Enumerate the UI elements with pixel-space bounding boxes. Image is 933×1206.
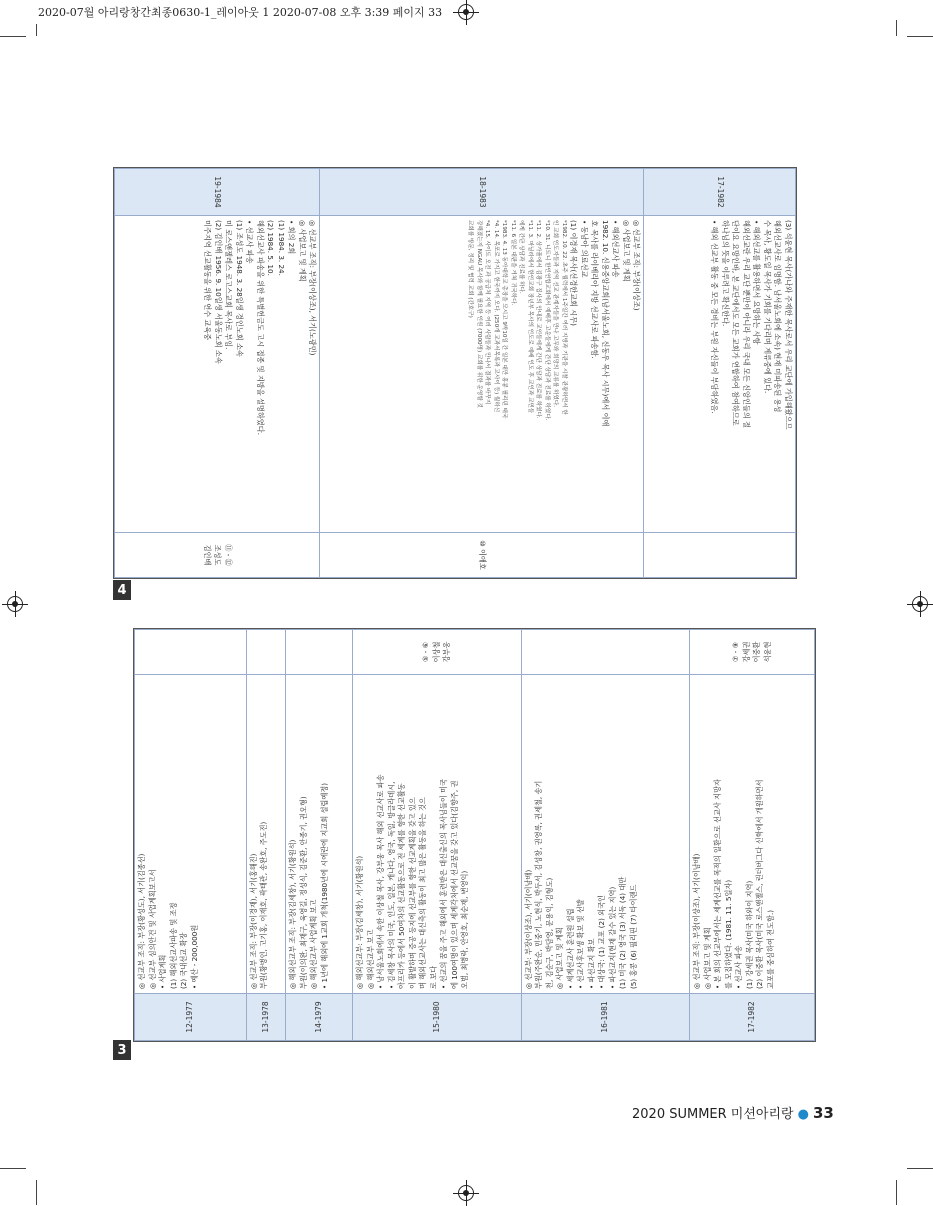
record-line: 부원(주완순, 민중기, 노현식, 박두서, 김성창, 권영록, 권세철, 송기 bbox=[534, 780, 544, 989]
record-note-line: 인 교회 인도자들과 지역 선교 관계자들을 만나 고무와 희망의 교류를 하였다. bbox=[552, 220, 559, 408]
page-number: 33 bbox=[812, 1104, 834, 1122]
table-row bbox=[521, 630, 690, 1041]
record-note-line: *4. 15. 사이트 오전 과 공급처 지역 등 여러 사람들과 만나서 결과를 바꾸지 bbox=[484, 220, 491, 405]
session-content-cell bbox=[644, 216, 796, 533]
record-line: ◎ 해외선교부 보고 bbox=[365, 929, 375, 989]
record-line: 하나님의 뜻을 이루려고 확신한다. bbox=[721, 220, 730, 327]
missionary-names-cell bbox=[521, 630, 690, 675]
record-line: (3) 석윤현 목사(가나와 주재한 목사로서 우리 교단에 가입해왔으므 bbox=[784, 220, 793, 430]
table-row bbox=[690, 630, 815, 1041]
record-line: 아프리카 등에서 50여차의 선교활동으로 전 세계를 향한 선교활동 bbox=[397, 783, 407, 989]
record-line: (1) 미국 (2) 영국 (3) 서독 (4) 대만 bbox=[618, 876, 628, 989]
missionary-names-cell bbox=[644, 533, 796, 578]
session-content-cell bbox=[320, 216, 644, 533]
missionary-names-cell: ⑤ - ⑥ 이상철 강부웅 bbox=[353, 630, 522, 675]
record-line: • 회의 2회 bbox=[287, 220, 297, 255]
table-row bbox=[353, 630, 522, 1041]
record-line: (1) 해외선교사파송 및 조정 bbox=[168, 902, 178, 989]
record-line: • 선교사후보생 확보 및 선발 bbox=[576, 899, 586, 989]
record-line: ◎ 선교부 조직: 부장(이상조), 서기(이남배) bbox=[692, 853, 702, 989]
record-line: ◎ 선교부 심의안건 및 사업계획보고서 bbox=[147, 869, 157, 989]
record-note-line: 교회를 방문, 정리 및 협력 교회 (간호구) bbox=[467, 220, 474, 318]
crop-mark bbox=[36, 1180, 37, 1205]
record-note-line: *1982. 10. 22. 초주 월력에서 1주일간 여러 지방과 기관을 시찰 관광하면서 한 bbox=[560, 220, 567, 415]
record-line: 호 목사를 라이베리아 지방 선교사로 파송함. bbox=[590, 220, 600, 359]
record-line: 교포를 중심하여 전도함.) bbox=[765, 909, 775, 989]
record-line: • 1년에 해외에 1교회 개척(1980년에 시에란에 지교회 설립예정) bbox=[319, 782, 329, 989]
record-line: (1) 조성도 1948. 3. 28일생 경인노회 소속 bbox=[234, 220, 244, 357]
record-line: (2) 1984. 5. 10. bbox=[266, 220, 276, 276]
record-line: 오범, 최병락, 안영호, 최순재, 변영익) bbox=[460, 870, 470, 989]
record-line: 를 모집하였다. (1981. 11. 5일자) bbox=[723, 879, 733, 989]
record-line: ◎ 사업보고 및 계획 bbox=[702, 927, 712, 989]
table-row bbox=[115, 169, 320, 578]
record-line: (2) 이중환 목사(미국 로스앤젤스, 린더버그다 신학에서 개원하면서 bbox=[755, 779, 765, 989]
record-line: • 김세창 목사의 미국, 인도, 일본, 캐나다, 영국, 독일, 방글라데시, bbox=[386, 781, 396, 989]
session-content-cell bbox=[690, 675, 815, 994]
record-line: • 세계선교사 훈련원 설립 bbox=[565, 908, 575, 989]
record-note-line: 강해졌는지 NGAU 목사와 함께 필요한 인원 (7000명) 교회를 위한 운영할 것 bbox=[475, 220, 482, 408]
record-line: • 동남아 의료선교 bbox=[579, 220, 589, 278]
session-year-cell: 14-1979 bbox=[286, 994, 353, 1041]
page-right bbox=[113, 167, 797, 579]
table-row bbox=[320, 169, 644, 578]
missionary-names-cell bbox=[246, 630, 285, 675]
crop-mark bbox=[907, 36, 933, 37]
record-line: • 선교사 파송 bbox=[734, 945, 744, 989]
record-note-line: *4. 14. 목포로 가지고 한국까지 오다. (250개 교과서목록과 고사이 등) 월하신 bbox=[492, 220, 499, 413]
record-line: • 해외선교를 활용하면서 요망하는 사항 bbox=[752, 220, 762, 345]
record-line: ◎ 해외선교부 사업계획 보고 bbox=[309, 899, 319, 989]
crop-mark bbox=[36, 24, 37, 36]
missionary-names-cell bbox=[135, 630, 247, 675]
record-line: • 남서울노회에서 속한 이상철 목사, 강부웅 목사 해외 선교사로 파송 bbox=[376, 774, 386, 989]
history-table-right bbox=[114, 168, 796, 578]
missionary-names-cell: ⑦ - ⑨ 강세권 이중환 석윤현 bbox=[690, 630, 815, 675]
record-line: 해외선교란 우리 교단 뿐만이 아니라 우리 국내 모든 신앙인들의 절 bbox=[742, 220, 751, 429]
registration-mark-icon bbox=[458, 4, 474, 20]
record-line: ◎ 사업보고 및 계획 bbox=[297, 220, 307, 282]
record-line: ◎ 선교부: 부장(이상조), 서기(이남배) bbox=[523, 869, 533, 989]
record-line: ◎ 선교부 조직: 부장(황성도), 서기(김종선) bbox=[137, 853, 146, 989]
session-year-cell: 18-1983 bbox=[320, 169, 644, 216]
record-line: • 대상국: (1) 교포 (2) 외국인 bbox=[597, 895, 607, 989]
record-line: ◎ 사업보고 및 계획 bbox=[555, 927, 565, 989]
session-content-cell bbox=[286, 675, 353, 994]
record-line: ◎ 해외선교부 조직: 부장(김세창), 서기(황원석) bbox=[288, 839, 298, 989]
crop-mark bbox=[896, 20, 897, 36]
bullet-dot-icon: ● bbox=[797, 1107, 809, 1122]
session-year-cell: 12-1977 bbox=[135, 994, 247, 1041]
record-line: (1) 1984. 3. 24. bbox=[276, 220, 286, 276]
record-line: • 해외 선교부 활동 중 모든 경비는 부원 자신들이 부담하였음. bbox=[710, 220, 720, 414]
registration-mark-icon bbox=[912, 596, 928, 612]
record-line: • 본 회의 선교부에서는 세계선교를 목적의 일환으로 선교사 지망자 bbox=[713, 779, 723, 989]
record-line: 천, 김순구, 박담영, 문용익, 김형도) bbox=[544, 877, 554, 989]
record-line: • 선교사 파송 bbox=[245, 220, 255, 264]
session-year-cell: 17-1982 bbox=[690, 994, 815, 1041]
session-content-cell bbox=[521, 675, 690, 994]
record-line: 수 목사, 황도일 목사가 기회를 기다리며 계류중에 있다. bbox=[763, 220, 772, 394]
crop-mark bbox=[0, 1168, 26, 1169]
record-line: 부원(이의완, 최재구, 육영길, 정성식, 김준환, 안종기, 권오형) bbox=[298, 796, 308, 989]
page-footer bbox=[632, 1103, 834, 1122]
record-line: (1) 강세권 목사(미국 하와이 지역) bbox=[744, 880, 754, 989]
record-line: ◎ 선교부 조직: 부장(이경재), 서기(홍해진) bbox=[248, 853, 258, 989]
record-note-line: *11. 6 일본 대판을 거쳐 귀국하다. bbox=[509, 220, 516, 306]
session-content-cell bbox=[353, 675, 522, 994]
record-line: (2) 김인배 1956. 9. 10일생 서울동노회 소속 bbox=[213, 220, 223, 364]
record-line: 이 활발하며 증공 등지에 선교부를 향한 선교계획을 갖고 있으 bbox=[407, 797, 417, 989]
record-line: 며 해외선교사는 대신측의 활동이 최고 많은 활동을 하는 것으 bbox=[418, 797, 428, 989]
record-line: 부원(황병인, 고기홍, 이재호, 곽태관, 송완호, 주도진) bbox=[259, 821, 269, 989]
record-line: ◎ 선교부 조직: 부장(이상조) bbox=[632, 220, 642, 311]
missionary-names-cell bbox=[286, 630, 353, 675]
history-table-left bbox=[134, 629, 815, 1041]
session-year-cell: 13-1978 bbox=[246, 994, 285, 1041]
record-line: ◎ 사업보고 및 계획 bbox=[621, 220, 631, 282]
session-year-cell: 17-1982 bbox=[644, 169, 796, 216]
record-line: • 해외선교사 파송 bbox=[611, 220, 621, 278]
session-content-cell bbox=[115, 216, 320, 533]
record-note-line: *11. 2. 상가플에서 김광구 집사의 안내로 교인들에게 간단 상담과 진료를 하였다. bbox=[535, 220, 542, 419]
session-year-cell: 15-1980 bbox=[353, 994, 522, 1041]
session-year-cell: 16-1981 bbox=[521, 994, 690, 1041]
record-line: ◎ 해외선교부: 부장(김세창), 서기(황원석) bbox=[355, 855, 365, 989]
record-line: 단이요 요망인바, 본 교단에서도 모든 교회가 연합하여 참여하므로 bbox=[731, 220, 741, 426]
registration-mark-icon bbox=[458, 1185, 474, 1201]
record-line: 로 보다 bbox=[428, 965, 438, 989]
record-line: • 선교의 꿈을 주고 해외에서 훈련받은 대신출신의 목사님들이 미국 bbox=[439, 779, 449, 989]
record-line: (1) 이경재 목사(선경한교회 시무) bbox=[569, 220, 579, 326]
record-line: ◎ 선교부 조직: 부장(이상조), 서기(노광민) bbox=[308, 220, 318, 356]
record-line: 해외선교사 파송을 위한 특별헌금도 고시 접종 및 지방을 설명하였다. bbox=[255, 220, 265, 435]
crop-mark bbox=[907, 1168, 933, 1169]
session-content-cell bbox=[246, 675, 285, 994]
record-line: 해외선교사로 임명함. 남서울노회에 소속) 현재 미파송된 용성 bbox=[773, 220, 783, 413]
record-line: 미 로스앤젤레스 로고스교회 목사로 부임. bbox=[224, 220, 234, 350]
crop-mark bbox=[896, 1180, 897, 1205]
record-line: 미주지역 선교활동을 위한 연수 교육중 bbox=[203, 220, 213, 341]
record-line: • 파선교지 확보 bbox=[586, 938, 596, 989]
missionary-names-cell: ⑩ 이애호 bbox=[320, 533, 644, 578]
record-line: 에 100여명이 있으며 세계각처에서 선교꿈을 갖고 있다(김향주, 권 bbox=[449, 780, 459, 989]
table-row bbox=[246, 630, 285, 1041]
record-line: (2) 국내선교 확장 bbox=[179, 932, 188, 989]
missionary-names-cell: ⑪ - ⑫ 조성도 김인배 bbox=[115, 533, 320, 578]
table-row bbox=[644, 169, 796, 578]
record-line: (5) 홍콩 (6) 필리핀 (7) 타이랜드 bbox=[628, 884, 638, 989]
page-left bbox=[133, 628, 816, 1042]
print-header-text: 2020-07월 아리랑창간최종0630-1_레이아웃 1 2020-07-08 오후 3:39 페이지 33 bbox=[38, 6, 443, 19]
record-line: • 파선교지(현재 갈수 있는 지역) bbox=[607, 886, 617, 989]
registration-mark-icon bbox=[7, 596, 23, 612]
record-line: • 사업계획 bbox=[158, 954, 167, 989]
page-number-badge: 3 bbox=[113, 1040, 131, 1060]
record-note-line: *10. 31. 니트니 한인연합교회에서 예배후 고운들에게 간단 상담과 진료를 하였다. bbox=[543, 220, 550, 421]
session-year-cell: 19-1984 bbox=[115, 169, 320, 216]
page-number-badge: 4 bbox=[113, 580, 131, 600]
record-line: 1982. 10. 신용중앙교회(남서울노회, 신동우 목사 시무)에서 이애 bbox=[600, 220, 610, 427]
record-line: • 예산 - 200,000원 bbox=[189, 924, 199, 989]
record-note-line: *1983. 4. 13 동아대학교 총장을 모시고 9박10일 간 일본 대만 홍콩 필리핀 태국 bbox=[501, 220, 508, 419]
table-row bbox=[286, 630, 353, 1041]
crop-mark bbox=[0, 36, 26, 37]
record-note-line: *11. 3. 마닐라에서 한인교회 장년부 목사의 인도로 예배 인도 후 교인과 교민들 bbox=[526, 220, 533, 414]
session-content-cell bbox=[135, 675, 247, 994]
table-row bbox=[135, 630, 247, 1041]
magazine-title: 2020 SUMMER 미션아리랑 bbox=[632, 1107, 794, 1122]
record-note-line: 에게 간단 상담과 진료를 하다. bbox=[518, 220, 525, 294]
